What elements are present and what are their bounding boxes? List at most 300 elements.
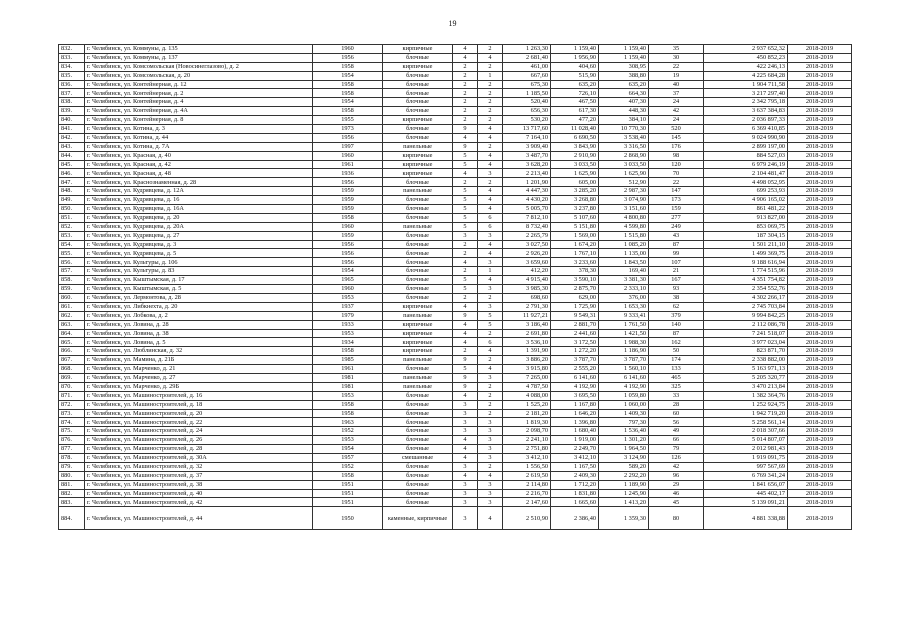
cell-repair-period: 2018-2019 — [788, 169, 852, 178]
cell-repair-cost: 2 937 652,32 — [704, 45, 788, 54]
cell-entrances: 4 — [478, 276, 503, 285]
cell-year-built: 1965 — [313, 276, 383, 285]
cell-year-built: 1961 — [313, 160, 383, 169]
cell-entrances: 3 — [478, 427, 503, 436]
cell-address: г. Челябинск, ул. Ловина, д. 38 — [85, 329, 313, 338]
cell-row-number: 838. — [59, 98, 85, 107]
cell-entrances: 2 — [478, 462, 503, 471]
cell-entrances: 3 — [478, 445, 503, 454]
cell-residents: 22 — [649, 62, 704, 71]
cell-repair-period: 2018-2019 — [788, 507, 852, 530]
cell-year-built: 1956 — [313, 53, 383, 62]
cell-residents: 99 — [649, 249, 704, 258]
cell-area-residential: 1 761,50 — [599, 320, 649, 329]
cell-area-residential: 2 987,30 — [599, 187, 649, 196]
cell-repair-period: 2018-2019 — [788, 187, 852, 196]
cell-total-area: 1 263,30 — [503, 45, 551, 54]
cell-residents: 30 — [649, 53, 704, 62]
cell-row-number: 855. — [59, 249, 85, 258]
cell-repair-cost: 5 014 807,07 — [704, 436, 788, 445]
cell-residents: 162 — [649, 338, 704, 347]
cell-wall-material: блочные — [383, 258, 453, 267]
cell-wall-material: блочные — [383, 489, 453, 498]
cell-area-premises: 3 285,20 — [551, 187, 599, 196]
cell-repair-period: 2018-2019 — [788, 285, 852, 294]
cell-repair-cost: 450 852,23 — [704, 53, 788, 62]
cell-entrances: 4 — [478, 160, 503, 169]
cell-residents: 24 — [649, 98, 704, 107]
cell-area-residential: 1 189,90 — [599, 480, 649, 489]
cell-row-number: 868. — [59, 365, 85, 374]
cell-year-built: 1954 — [313, 71, 383, 80]
table-row — [59, 178, 852, 187]
cell-area-premises: 1 767,10 — [551, 249, 599, 258]
cell-wall-material: блочные — [383, 71, 453, 80]
cell-floors: 9 — [453, 373, 478, 382]
cell-total-area: 3 487,70 — [503, 151, 551, 160]
cell-wall-material: блочные — [383, 249, 453, 258]
cell-residents: 80 — [649, 507, 704, 530]
cell-row-number: 877. — [59, 445, 85, 454]
cell-year-built: 1953 — [313, 329, 383, 338]
cell-repair-period: 2018-2019 — [788, 178, 852, 187]
cell-repair-period: 2018-2019 — [788, 365, 852, 374]
cell-repair-cost: 4 351 754,82 — [704, 276, 788, 285]
cell-entrances: 6 — [478, 338, 503, 347]
table-row — [59, 169, 852, 178]
cell-area-residential: 3 074,90 — [599, 196, 649, 205]
cell-floors: 2 — [453, 80, 478, 89]
cell-residents: 46 — [649, 489, 704, 498]
cell-area-residential: 797,30 — [599, 418, 649, 427]
cell-area-residential: 388,80 — [599, 71, 649, 80]
cell-address: г. Челябинск, ул. Марченко, д. 27 — [85, 373, 313, 382]
cell-address: г. Челябинск, ул. Кыштымская, д. 17 — [85, 276, 313, 285]
table-row — [59, 489, 852, 498]
cell-row-number: 834. — [59, 62, 85, 71]
cell-row-number: 851. — [59, 213, 85, 222]
table-row — [59, 373, 852, 382]
cell-total-area: 2 691,80 — [503, 329, 551, 338]
cell-wall-material: кирпичные — [383, 347, 453, 356]
cell-row-number: 860. — [59, 293, 85, 302]
table-row — [59, 249, 852, 258]
cell-repair-cost: 2 104 481,47 — [704, 169, 788, 178]
cell-residents: 37 — [649, 89, 704, 98]
cell-area-residential: 2 868,90 — [599, 151, 649, 160]
cell-entrances: 2 — [478, 62, 503, 71]
cell-address: г. Челябинск, ул. Контейнерная, д. 4А — [85, 107, 313, 116]
cell-entrances: 5 — [478, 311, 503, 320]
cell-repair-period: 2018-2019 — [788, 89, 852, 98]
cell-floors: 3 — [453, 400, 478, 409]
cell-repair-cost: 422 246,13 — [704, 62, 788, 71]
cell-area-premises: 404,60 — [551, 62, 599, 71]
cell-floors: 4 — [453, 329, 478, 338]
cell-residents: 87 — [649, 240, 704, 249]
cell-repair-period: 2018-2019 — [788, 453, 852, 462]
cell-area-premises: 1 665,60 — [551, 498, 599, 507]
table-row — [59, 107, 852, 116]
cell-area-residential: 1 413,20 — [599, 498, 649, 507]
cell-row-number: 842. — [59, 133, 85, 142]
cell-repair-period: 2018-2019 — [788, 71, 852, 80]
cell-wall-material: блочные — [383, 498, 453, 507]
table-row — [59, 222, 852, 231]
table-row — [59, 391, 852, 400]
cell-residents: 50 — [649, 347, 704, 356]
cell-floors: 2 — [453, 267, 478, 276]
cell-repair-cost: 3 470 213,84 — [704, 382, 788, 391]
table-row — [59, 196, 852, 205]
cell-total-area: 3 186,40 — [503, 320, 551, 329]
table-row — [59, 98, 852, 107]
cell-year-built: 1958 — [313, 107, 383, 116]
cell-area-premises: 1 159,40 — [551, 45, 599, 54]
cell-total-area: 1 391,90 — [503, 347, 551, 356]
cell-address: г. Челябинск, ул. Контейнерная, д. 8 — [85, 116, 313, 125]
cell-wall-material: блочные — [383, 53, 453, 62]
cell-area-premises: 1 919,00 — [551, 436, 599, 445]
cell-area-residential: 10 770,30 — [599, 125, 649, 134]
cell-area-premises: 11 028,40 — [551, 125, 599, 134]
cell-residents: 140 — [649, 320, 704, 329]
cell-total-area: 3 536,10 — [503, 338, 551, 347]
cell-area-residential: 3 033,50 — [599, 160, 649, 169]
table-body — [59, 45, 852, 530]
cell-repair-period: 2018-2019 — [788, 125, 852, 134]
table-row — [59, 160, 852, 169]
cell-row-number: 866. — [59, 347, 85, 356]
cell-address: г. Челябинск, ул. Кудрявцева, д. 16А — [85, 205, 313, 214]
cell-wall-material: блочные — [383, 409, 453, 418]
cell-repair-cost: 1 774 515,96 — [704, 267, 788, 276]
cell-address: г. Челябинск, ул. Кудрявцева, д. 12А — [85, 187, 313, 196]
cell-total-area: 2 619,50 — [503, 471, 551, 480]
cell-residents: 176 — [649, 142, 704, 151]
cell-row-number: 880. — [59, 471, 85, 480]
cell-entrances: 3 — [478, 480, 503, 489]
cell-residents: 98 — [649, 151, 704, 160]
cell-address: г. Челябинск, ул. Контейнерная, д. 2 — [85, 89, 313, 98]
cell-year-built: 1960 — [313, 45, 383, 54]
cell-floors: 2 — [453, 347, 478, 356]
cell-total-area: 3 412,10 — [503, 453, 551, 462]
cell-wall-material: панельные — [383, 382, 453, 391]
cell-repair-period: 2018-2019 — [788, 276, 852, 285]
table-row — [59, 338, 852, 347]
cell-entrances: 3 — [478, 418, 503, 427]
cell-repair-cost: 1 841 656,07 — [704, 480, 788, 489]
cell-area-premises: 1 646,20 — [551, 409, 599, 418]
cell-repair-period: 2018-2019 — [788, 329, 852, 338]
cell-floors: 3 — [453, 489, 478, 498]
cell-repair-cost: 1 252 924,75 — [704, 400, 788, 409]
cell-floors: 5 — [453, 160, 478, 169]
cell-total-area: 4 430,20 — [503, 196, 551, 205]
cell-entrances: 2 — [478, 178, 503, 187]
cell-floors: 4 — [453, 169, 478, 178]
cell-entrances: 3 — [478, 258, 503, 267]
cell-entrances: 3 — [478, 169, 503, 178]
cell-row-number: 850. — [59, 205, 85, 214]
cell-area-premises: 477,20 — [551, 116, 599, 125]
cell-year-built: 1959 — [313, 231, 383, 240]
cell-repair-period: 2018-2019 — [788, 80, 852, 89]
cell-year-built: 1936 — [313, 169, 383, 178]
cell-row-number: 844. — [59, 151, 85, 160]
table-row — [59, 240, 852, 249]
cell-floors: 2 — [453, 98, 478, 107]
page-number: 19 — [448, 19, 457, 28]
cell-area-premises: 1 956,90 — [551, 53, 599, 62]
cell-year-built: 1958 — [313, 213, 383, 222]
cell-area-premises: 515,90 — [551, 71, 599, 80]
cell-residents: 96 — [649, 471, 704, 480]
cell-year-built: 1956 — [313, 258, 383, 267]
cell-repair-period: 2018-2019 — [788, 151, 852, 160]
cell-total-area: 461,00 — [503, 62, 551, 71]
cell-address: г. Челябинск, ул. Машиностроителей, д. 38 — [85, 480, 313, 489]
cell-floors: 3 — [453, 231, 478, 240]
cell-floors: 5 — [453, 151, 478, 160]
cell-area-residential: 376,00 — [599, 293, 649, 302]
cell-repair-cost: 3 217 297,40 — [704, 89, 788, 98]
cell-entrances: 2 — [478, 382, 503, 391]
cell-repair-cost: 9 188 616,94 — [704, 258, 788, 267]
cell-year-built: 1955 — [313, 116, 383, 125]
cell-address: г. Челябинск, ул. Машиностроителей, д. 22 — [85, 418, 313, 427]
cell-area-residential: 1 245,90 — [599, 489, 649, 498]
cell-repair-period: 2018-2019 — [788, 498, 852, 507]
cell-residents: 49 — [649, 427, 704, 436]
cell-wall-material: блочные — [383, 276, 453, 285]
cell-floors: 5 — [453, 196, 478, 205]
cell-floors: 4 — [453, 338, 478, 347]
cell-floors: 5 — [453, 205, 478, 214]
cell-address: г. Челябинск, ул. Машиностроителей, д. 20 — [85, 409, 313, 418]
table-row — [59, 427, 852, 436]
cell-repair-period: 2018-2019 — [788, 462, 852, 471]
table-row — [59, 213, 852, 222]
cell-floors: 2 — [453, 240, 478, 249]
cell-area-premises: 1 712,20 — [551, 480, 599, 489]
cell-repair-period: 2018-2019 — [788, 196, 852, 205]
cell-total-area: 3 886,20 — [503, 356, 551, 365]
cell-total-area: 1 201,90 — [503, 178, 551, 187]
cell-wall-material: смешанные — [383, 453, 453, 462]
cell-address: г. Челябинск, ул. Машиностроителей, д. 30А — [85, 453, 313, 462]
cell-row-number: 874. — [59, 418, 85, 427]
cell-total-area: 412,20 — [503, 267, 551, 276]
cell-repair-period: 2018-2019 — [788, 489, 852, 498]
cell-entrances: 5 — [478, 320, 503, 329]
cell-area-residential: 3 538,40 — [599, 133, 649, 142]
table-row — [59, 267, 852, 276]
cell-repair-cost: 7 241 518,07 — [704, 329, 788, 338]
cell-repair-period: 2018-2019 — [788, 45, 852, 54]
cell-year-built: 1956 — [313, 133, 383, 142]
cell-total-area: 2 926,20 — [503, 249, 551, 258]
cell-repair-cost: 445 402,17 — [704, 489, 788, 498]
table-row — [59, 453, 852, 462]
cell-repair-cost: 1 904 711,58 — [704, 80, 788, 89]
cell-year-built: 1958 — [313, 471, 383, 480]
cell-total-area: 11 927,21 — [503, 311, 551, 320]
cell-repair-period: 2018-2019 — [788, 53, 852, 62]
cell-area-residential: 4 192,90 — [599, 382, 649, 391]
cell-entrances: 4 — [478, 151, 503, 160]
housing-registry-table — [58, 44, 852, 530]
cell-wall-material: блочные — [383, 445, 453, 454]
cell-floors: 4 — [453, 133, 478, 142]
cell-year-built: 1959 — [313, 187, 383, 196]
cell-repair-period: 2018-2019 — [788, 293, 852, 302]
cell-area-residential: 1 625,90 — [599, 169, 649, 178]
cell-repair-period: 2018-2019 — [788, 231, 852, 240]
cell-residents: 379 — [649, 311, 704, 320]
cell-repair-cost: 884 527,03 — [704, 151, 788, 160]
cell-entrances: 4 — [478, 196, 503, 205]
cell-address: г. Челябинск, ул. Лобкова, д. 2 — [85, 311, 313, 320]
cell-repair-period: 2018-2019 — [788, 480, 852, 489]
cell-address: г. Челябинск, ул. Кудрявцева, д. 16 — [85, 196, 313, 205]
cell-residents: 40 — [649, 80, 704, 89]
cell-total-area: 675,30 — [503, 80, 551, 89]
cell-repair-cost: 2 012 981,43 — [704, 445, 788, 454]
table-row — [59, 276, 852, 285]
cell-entrances: 3 — [478, 489, 503, 498]
cell-residents: 43 — [649, 231, 704, 240]
cell-year-built: 1952 — [313, 427, 383, 436]
cell-area-residential: 169,40 — [599, 267, 649, 276]
cell-total-area: 7 164,10 — [503, 133, 551, 142]
cell-row-number: 882. — [59, 489, 85, 498]
cell-area-premises: 1 167,50 — [551, 462, 599, 471]
cell-residents: 19 — [649, 71, 704, 80]
cell-address: г. Челябинск, ул. Машиностроителей, д. 24 — [85, 427, 313, 436]
cell-row-number: 870. — [59, 382, 85, 391]
cell-repair-period: 2018-2019 — [788, 311, 852, 320]
cell-residents: 45 — [649, 498, 704, 507]
cell-address: г. Челябинск, ул. Коммуны, д. 137 — [85, 53, 313, 62]
cell-repair-cost: 4 906 165,02 — [704, 196, 788, 205]
cell-address: г. Челябинск, ул. Контейнерная, д. 4 — [85, 98, 313, 107]
table-row — [59, 471, 852, 480]
cell-area-residential: 6 141,60 — [599, 373, 649, 382]
cell-repair-cost: 5 205 320,77 — [704, 373, 788, 382]
cell-year-built: 1937 — [313, 302, 383, 311]
cell-repair-cost: 4 498 052,95 — [704, 178, 788, 187]
cell-year-built: 1959 — [313, 196, 383, 205]
cell-repair-cost: 2 036 897,33 — [704, 116, 788, 125]
cell-total-area: 2 791,30 — [503, 302, 551, 311]
cell-year-built: 1957 — [313, 453, 383, 462]
cell-residents: 126 — [649, 453, 704, 462]
cell-residents: 62 — [649, 302, 704, 311]
cell-year-built: 1950 — [313, 507, 383, 530]
cell-floors: 2 — [453, 71, 478, 80]
cell-repair-period: 2018-2019 — [788, 338, 852, 347]
cell-address: г. Челябинск, ул. Кудрявцева, д. 20А — [85, 222, 313, 231]
cell-total-area: 4 447,30 — [503, 187, 551, 196]
cell-address: г. Челябинск, ул. Машиностроителей, д. 42 — [85, 498, 313, 507]
cell-repair-cost: 9 024 990,90 — [704, 133, 788, 142]
table-row — [59, 71, 852, 80]
cell-address: г. Челябинск, ул. Марченко, д. 21 — [85, 365, 313, 374]
cell-row-number: 881. — [59, 480, 85, 489]
cell-repair-cost: 1 501 211,10 — [704, 240, 788, 249]
cell-address: г. Челябинск, ул. Люблинская, д. 32 — [85, 347, 313, 356]
table-row — [59, 382, 852, 391]
table-row — [59, 329, 852, 338]
cell-year-built: 1958 — [313, 409, 383, 418]
cell-residents: 325 — [649, 382, 704, 391]
cell-address: г. Челябинск, ул. Ловина, д. 5 — [85, 338, 313, 347]
cell-year-built: 1960 — [313, 285, 383, 294]
cell-area-premises: 2 386,40 — [551, 507, 599, 530]
cell-year-built: 1981 — [313, 373, 383, 382]
cell-entrances: 2 — [478, 293, 503, 302]
cell-total-area: 520,40 — [503, 98, 551, 107]
cell-floors: 5 — [453, 187, 478, 196]
cell-wall-material: блочные — [383, 178, 453, 187]
cell-year-built: 1954 — [313, 98, 383, 107]
cell-row-number: 873. — [59, 409, 85, 418]
table-row — [59, 436, 852, 445]
cell-area-residential: 407,30 — [599, 98, 649, 107]
cell-repair-cost: 2 112 086,78 — [704, 320, 788, 329]
cell-residents: 38 — [649, 293, 704, 302]
cell-floors: 4 — [453, 320, 478, 329]
cell-total-area: 2 147,60 — [503, 498, 551, 507]
cell-repair-period: 2018-2019 — [788, 142, 852, 151]
cell-address: г. Челябинск, ул. Машиностроителей, д. 18 — [85, 400, 313, 409]
cell-entrances: 2 — [478, 45, 503, 54]
cell-residents: 93 — [649, 285, 704, 294]
cell-residents: 133 — [649, 365, 704, 374]
cell-residents: 147 — [649, 187, 704, 196]
cell-repair-period: 2018-2019 — [788, 320, 852, 329]
table-row — [59, 498, 852, 507]
cell-residents: 520 — [649, 125, 704, 134]
cell-repair-period: 2018-2019 — [788, 373, 852, 382]
cell-area-residential: 1 843,50 — [599, 258, 649, 267]
cell-repair-period: 2018-2019 — [788, 347, 852, 356]
cell-floors: 5 — [453, 213, 478, 222]
cell-wall-material: блочные — [383, 125, 453, 134]
cell-floors: 9 — [453, 142, 478, 151]
cell-area-residential: 1 159,40 — [599, 45, 649, 54]
table-row — [59, 400, 852, 409]
cell-repair-period: 2018-2019 — [788, 116, 852, 125]
cell-area-premises: 726,10 — [551, 89, 599, 98]
cell-area-premises: 2 441,60 — [551, 329, 599, 338]
cell-area-premises: 1 272,20 — [551, 347, 599, 356]
cell-area-residential: 1 059,80 — [599, 391, 649, 400]
cell-wall-material: блочные — [383, 205, 453, 214]
cell-row-number: 847. — [59, 178, 85, 187]
cell-area-residential: 1 409,30 — [599, 409, 649, 418]
cell-area-residential: 308,95 — [599, 62, 649, 71]
cell-area-premises: 1 167,80 — [551, 400, 599, 409]
cell-entrances: 3 — [478, 453, 503, 462]
cell-repair-cost: 6 769 341,24 — [704, 471, 788, 480]
cell-total-area: 2 265,79 — [503, 231, 551, 240]
cell-year-built: 1963 — [313, 418, 383, 427]
cell-entrances: 2 — [478, 116, 503, 125]
table-row — [59, 320, 852, 329]
